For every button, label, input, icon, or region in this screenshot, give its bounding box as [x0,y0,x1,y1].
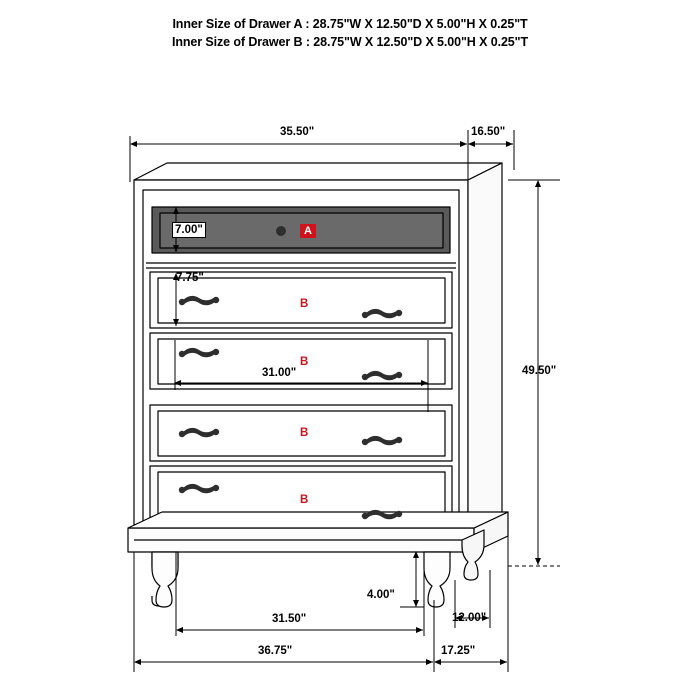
drawer-label-b-1: B [300,298,309,310]
dim-interior-width: 31.00" [262,367,297,379]
drawer-label-b-3: B [300,427,309,439]
dim-overall-depth: 17.25" [441,645,476,657]
dim-base-width: 31.50" [272,613,307,625]
dim-total-height: 49.50" [522,365,557,377]
drawer-label-b-4: B [300,494,309,506]
dim-drawer-b-height: 7.75" [176,272,204,284]
drawer-label-b-2: B [300,356,309,368]
header-line-2: Inner Size of Drawer B : 28.75"W X 12.50"D X 5.00"H X 0.25"T [171,35,529,49]
dim-leg-height: 4.00" [367,589,395,601]
drawer-label-a: A [300,224,316,238]
dim-leg-depth: 12.00" [452,612,487,624]
dim-drawer-a-height: 7.00" [172,222,206,238]
dim-top-width: 35.50" [280,126,315,138]
dim-overall-width: 36.75" [258,645,293,657]
dim-top-depth: 16.50" [471,126,506,138]
header-line-1: Inner Size of Drawer A : 28.75"W X 12.50"D X 5.00"H X 0.25"T [172,17,528,31]
